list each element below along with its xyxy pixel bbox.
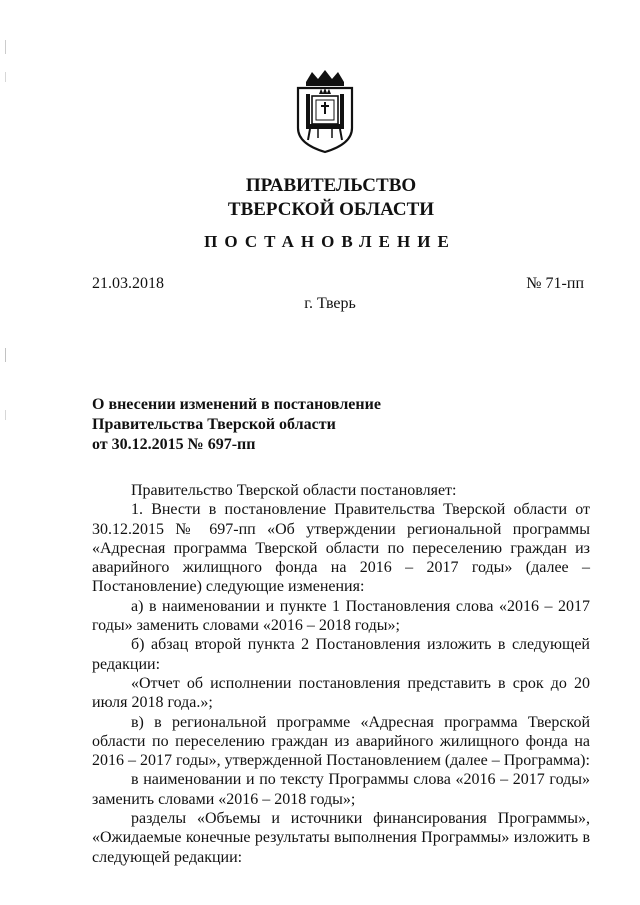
scan-margin-mark: [5, 410, 6, 420]
tver-coat-of-arms-icon: [292, 68, 358, 156]
body-paragraph-intro: Правительство Тверской области постановляет:: [131, 482, 457, 499]
body-paragraph-c2: разделы «Объемы и источники финансирования Программы», «Ожидаемые конечные результаты выполнения Программы» изложить в следующей редакции:: [92, 810, 590, 866]
document-number: № 71-пп: [526, 275, 584, 292]
body-paragraph-c: в) в региональной программе «Адресная программа Тверской области по переселению граждан из аварийного жилищного фонда на 2016 – 2017 годы», утвержденной Постановлением (далее – Программа):: [92, 713, 590, 770]
issuer-line-2: ТВЕРСКОЙ ОБЛАСТИ: [227, 199, 435, 220]
body-paragraph-1: 1. Внести в постановление Правительства Тверской области от 30.12.2015 № 697-пп «Об утверждении региональной программы «Адресная программа Тверской области по переселению граждан из аварийного жилищного фонда на 2016 – 2017 годы» (далее – Постановление) следующие изменения:: [92, 501, 590, 596]
subject-line-2: Правительства Тверской области: [92, 416, 336, 433]
document-city: г. Тверь: [304, 295, 356, 312]
body-paragraph-quote: «Отчет об исполнении постановления представить в срок до 20 июля 2018 года.»;: [92, 674, 590, 712]
body-paragraph-a: а) в наименовании и пункте 1 Постановления слова «2016 – 2017 годы» заменить словами «2016 – 2018 годы»;: [92, 597, 590, 635]
scan-margin-mark: [5, 72, 6, 82]
issuer-title: [0, 174, 640, 222]
scan-margin-mark: [5, 348, 6, 362]
body-paragraph-b: б) абзац второй пункта 2 Постановления изложить в следующей редакции:: [92, 636, 590, 673]
subject-line-3: от 30.12.2015 № 697-пп: [92, 436, 256, 453]
subject-line-1: О внесении изменений в постановление: [92, 396, 381, 413]
issuer-line-1: ПРАВИТЕЛЬСТВО: [245, 175, 417, 196]
document-date: 21.03.2018: [92, 275, 164, 292]
document-body: [92, 481, 590, 867]
document-type: ПОСТАНОВЛЕНИЕ: [204, 232, 456, 251]
document-subject: [92, 395, 381, 455]
body-paragraph-c1: в наименовании и по тексту Программы слова «2016 – 2017 годы» заменить словами «2016 – 2018 годы»;: [92, 771, 590, 808]
scan-margin-mark: [5, 40, 6, 54]
